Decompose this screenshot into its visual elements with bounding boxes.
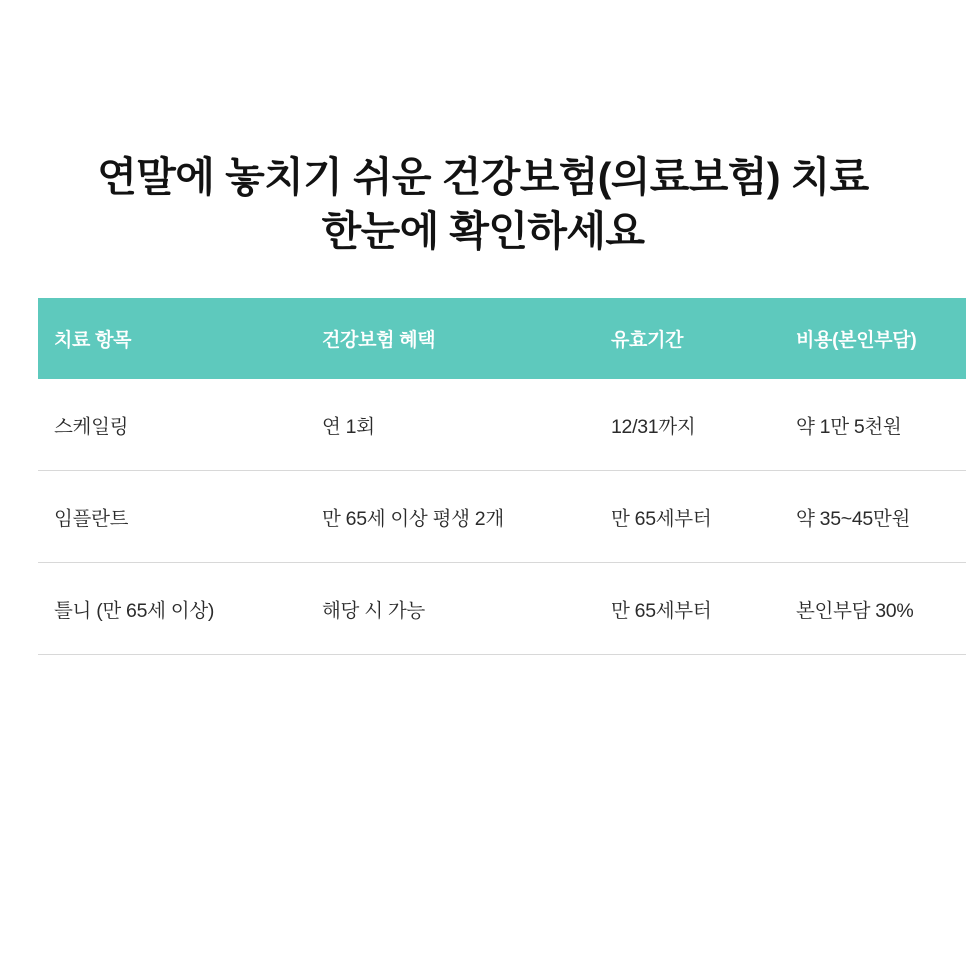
cell-period: 만 65세부터 — [597, 471, 786, 563]
cell-period: 12/31까지 — [597, 379, 786, 471]
cell-benefit: 해당 시 가능 — [304, 563, 597, 655]
cell-cost: 약 1만 5천원 — [786, 379, 966, 471]
table-row — [38, 471, 966, 563]
column-header-benefit: 건강보험 혜택 — [304, 298, 597, 379]
page-title — [0, 0, 966, 258]
cell-item: 임플란트 — [38, 471, 304, 563]
benefits-table-container — [38, 298, 928, 655]
cell-cost: 약 35~45만원 — [786, 471, 966, 563]
cell-item: 틀니 (만 65세 이상) — [38, 563, 304, 655]
table-body — [38, 379, 966, 655]
table-header — [38, 298, 966, 379]
column-header-period: 유효기간 — [597, 298, 786, 379]
page-title-line-2: 한눈에 확인하세요 — [321, 208, 645, 255]
cell-item: 스케일링 — [38, 379, 304, 471]
cell-benefit: 만 65세 이상 평생 2개 — [304, 471, 597, 563]
column-header-item: 치료 항목 — [38, 298, 304, 379]
cell-benefit: 연 1회 — [304, 379, 597, 471]
table-row — [38, 379, 966, 471]
cell-cost: 본인부담 30% — [786, 563, 966, 655]
benefits-table — [38, 298, 966, 655]
cell-period: 만 65세부터 — [597, 563, 786, 655]
column-header-cost: 비용(본인부담) — [786, 298, 966, 379]
table-row — [38, 563, 966, 655]
table-header-row — [38, 298, 966, 379]
page-title-line-1: 연말에 놓치기 쉬운 건강보험(의료보험) 치료 — [97, 154, 869, 200]
